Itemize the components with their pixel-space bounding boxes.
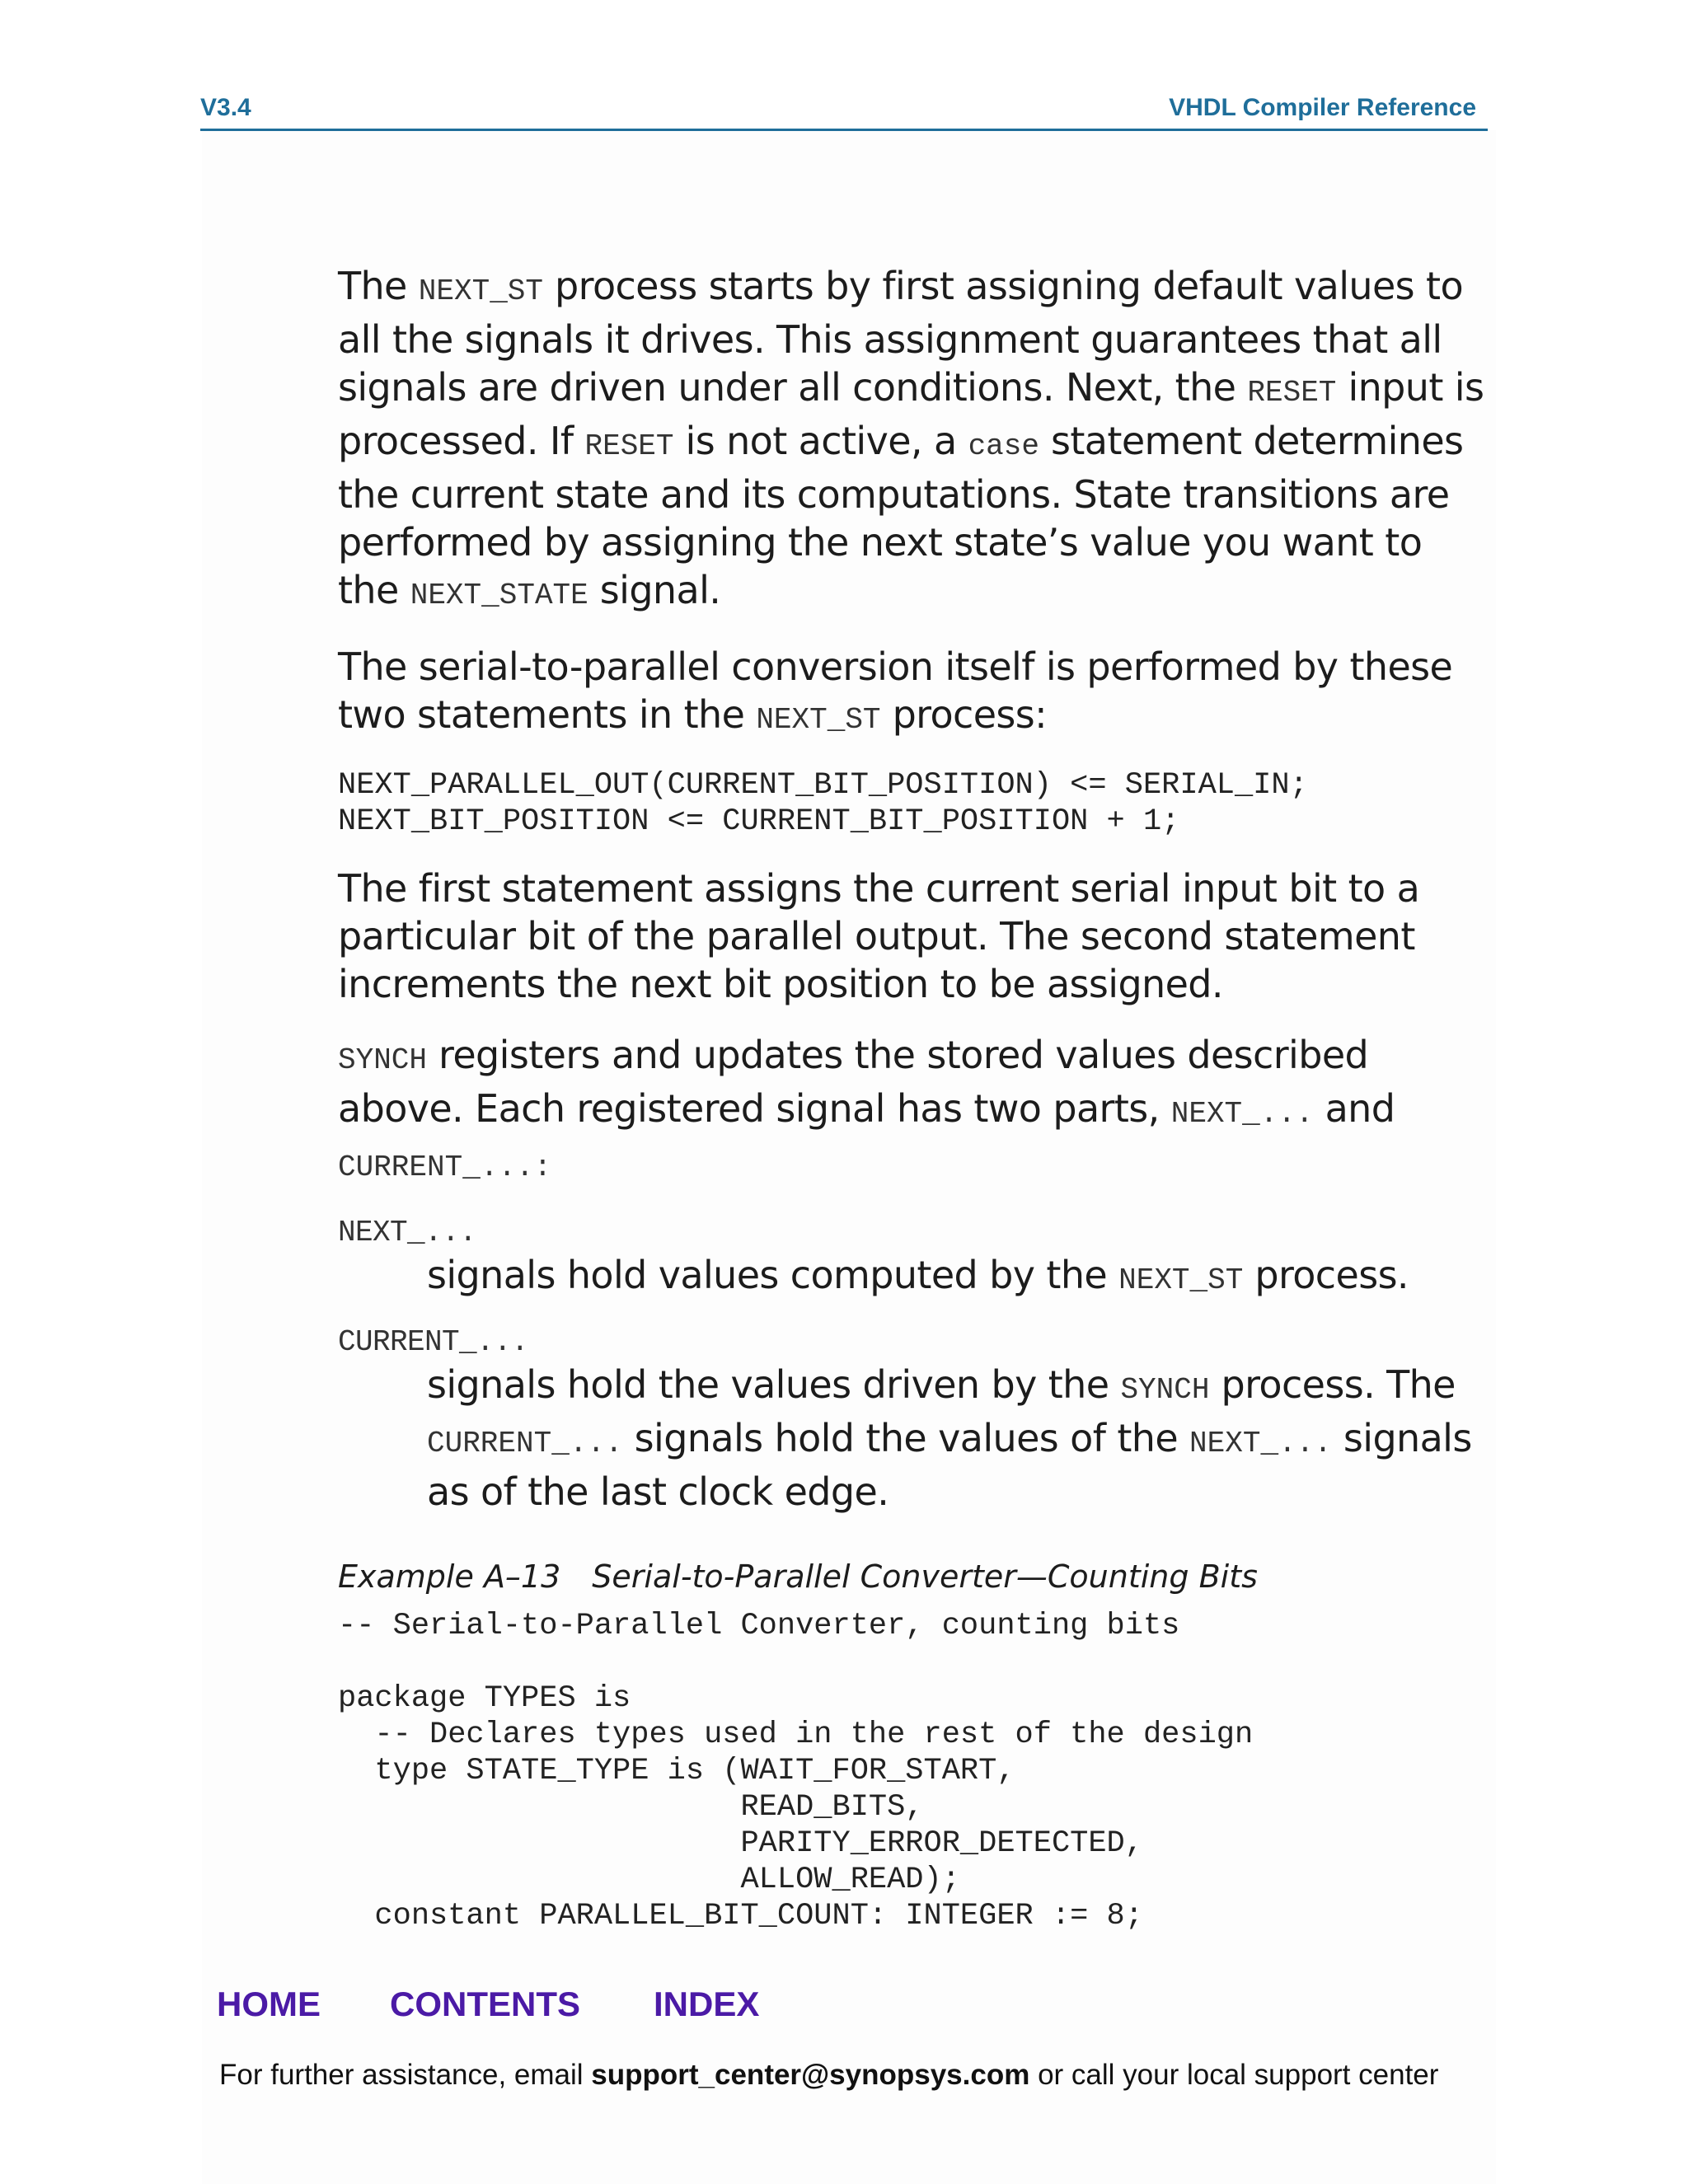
text: process:	[880, 692, 1048, 737]
code-next: NEXT_...	[1189, 1427, 1332, 1460]
example-caption	[338, 1554, 1492, 1600]
paragraph-statements: The first statement assigns the current serial input bit to a particular bit of the parallel output. The second statement increments the next bit position to be assigned.	[338, 866, 1420, 1006]
text: signals hold the values of the	[622, 1416, 1190, 1460]
code-example: -- Serial-to-Parallel Converter, counting bits package TYPES is -- Declares types used in the rest of the design type STATE_TYPE is (WAIT_FOR_START, READ_BITS, PARITY_ERROR_DETECTED, ALLOW_READ); constant PARALLEL_BIT_COUNT: INTEGER := 8;	[338, 1609, 1254, 1933]
code-current: CURRENT_...	[427, 1427, 623, 1460]
code-next-state: NEXT_STATE	[410, 579, 588, 612]
home-link[interactable]: HOME	[217, 1985, 321, 2023]
page-header	[200, 94, 1488, 131]
index-link[interactable]: INDEX	[654, 1985, 760, 2023]
paragraph-synch	[338, 1031, 1492, 1192]
footer-text: For further assistance, email	[219, 2059, 592, 2091]
code-synch: SYNCH	[338, 1043, 428, 1077]
text: signal.	[588, 568, 721, 612]
text: is not active, a	[673, 419, 968, 463]
text: The	[338, 264, 419, 308]
text: The serial-to-parallel conversion itself is performed by these two statements in the	[338, 644, 1453, 737]
example-number: Example A–13	[338, 1558, 561, 1595]
code-next-st: NEXT_ST	[418, 274, 544, 308]
text: registers and updates the stored values described above. Each registered signal has two parts,	[338, 1033, 1369, 1131]
text: signals hold values computed by the	[427, 1253, 1119, 1297]
code-reset: RESET	[1247, 376, 1337, 410]
document-title: VHDL Compiler Reference	[1169, 94, 1476, 121]
code-next-st: NEXT_ST	[756, 703, 881, 737]
document-body	[338, 262, 1492, 1959]
code-synch: SYNCH	[1120, 1373, 1210, 1407]
text: signals as of the last clock edge.	[427, 1416, 1472, 1514]
paragraph-conversion	[338, 643, 1492, 744]
definition-term-current: CURRENT_...	[338, 1325, 529, 1359]
code-next-st: NEXT_ST	[1118, 1263, 1244, 1297]
text: input is processed. If	[338, 365, 1484, 463]
text: and	[1313, 1086, 1395, 1131]
code-statements: NEXT_PARALLEL_OUT(CURRENT_BIT_POSITION) <= SERIAL_IN; NEXT_BIT_POSITION <= CURRENT_BIT_POSITION + 1;	[338, 768, 1308, 839]
example-title: Serial-to-Parallel Converter—Counting Bits	[592, 1558, 1258, 1595]
contents-link[interactable]: CONTENTS	[390, 1985, 580, 2023]
code-case: case	[968, 429, 1039, 463]
support-footer	[219, 2059, 1438, 2092]
text: statement determines the current state and its computations. State transitions are performed by assigning the next state’s value you want to the	[338, 419, 1464, 612]
text: process.	[1243, 1253, 1409, 1297]
text: process. The	[1209, 1362, 1456, 1407]
footer-text: or call your local support center	[1029, 2059, 1439, 2091]
version-label: V3.4	[200, 94, 251, 121]
paragraph-next-st	[338, 262, 1492, 620]
definition-next	[427, 1251, 1492, 1305]
code-next: NEXT_...	[1170, 1097, 1314, 1131]
code-current: CURRENT_...:	[338, 1151, 552, 1184]
code-reset: RESET	[584, 429, 674, 463]
definition-term-next: NEXT_...	[338, 1216, 477, 1249]
support-email-link[interactable]: support_center@synopsys.com	[591, 2059, 1030, 2091]
text: process starts by first assigning default values to all the signals it drives. This assignment guarantees that all signals are driven under all conditions. Next, the	[338, 264, 1464, 410]
text: signals hold the values driven by the	[427, 1362, 1121, 1407]
definition-current	[427, 1361, 1492, 1516]
